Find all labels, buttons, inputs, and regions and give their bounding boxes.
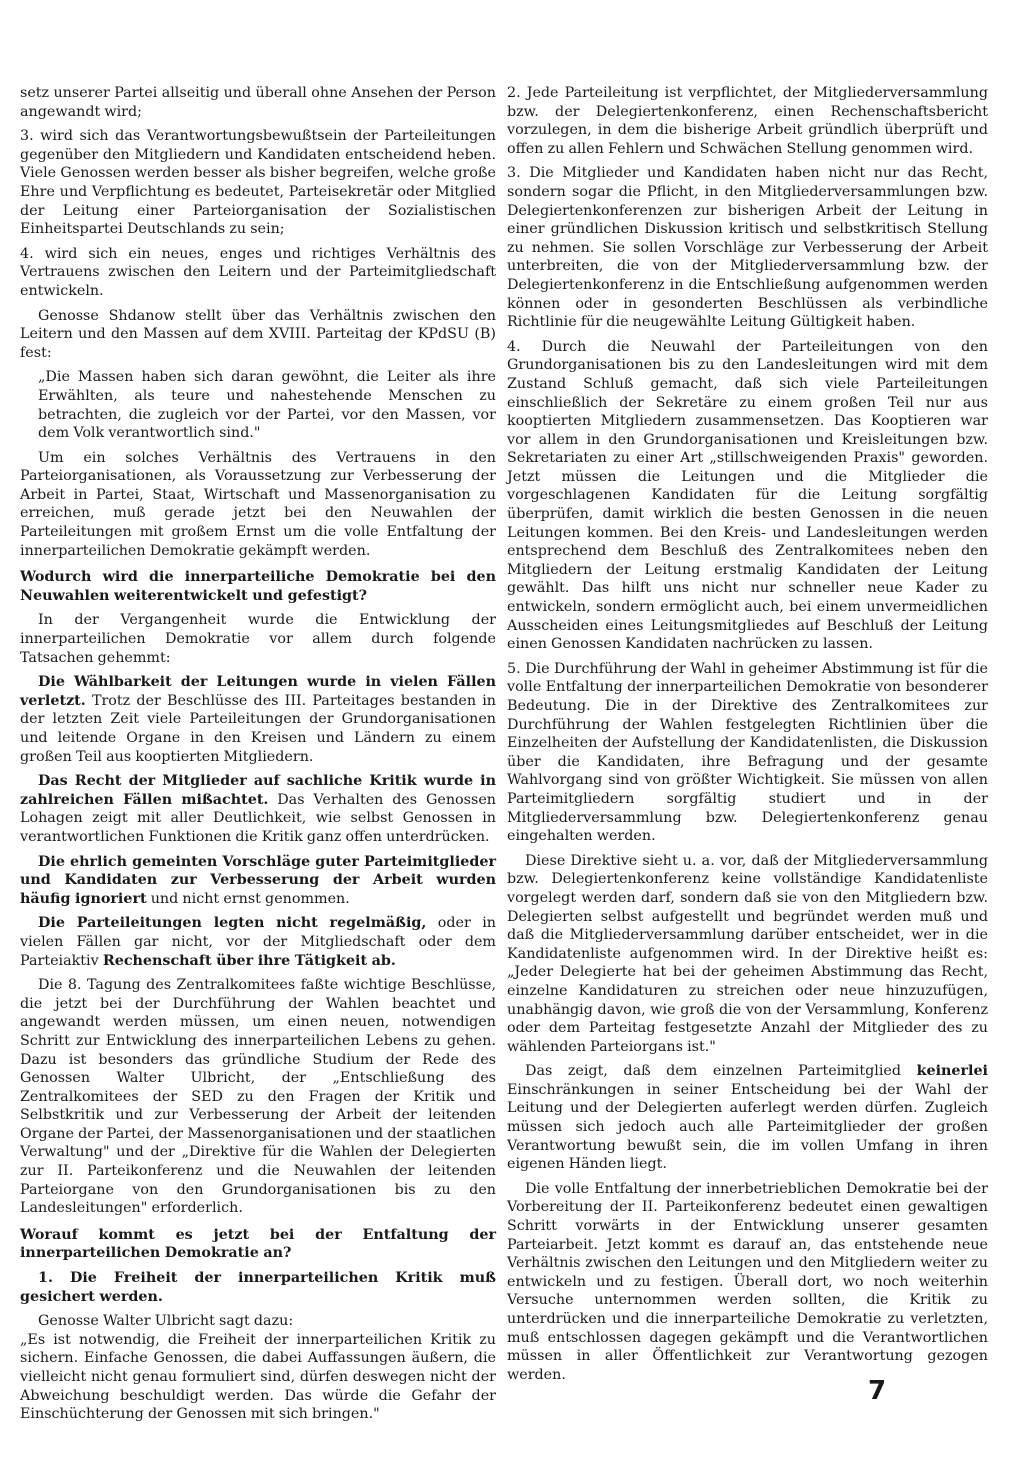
left-column (20, 84, 496, 1430)
text: oder in vielen Fällen gar nicht, vor der Mitgliedschaft oder dem Parteiaktiv (20, 915, 496, 969)
quotation: „Es ist notwendig, die Freiheit der innerparteilichen Kritik zu sichern. Einfache Genossen, die dabei Auffassungen äußern, die vielleicht nicht genau formuliert sind, dürfen deswegen nicht der Abweichung beschuldigt werden. Das würde die Gefahr der Einschüchterung der Genossen mit sich bringen." (20, 1331, 496, 1423)
paragraph: Genosse Shdanow stellt über das Verhältnis zwischen den Leitern und den Massen auf dem XVIII. Parteitag der KPdSU (B) fest: (20, 307, 496, 361)
text: Trotz der Beschlüsse des III. Parteitages bestanden in der letzten Zeit viele Parteileitungen der Grundorganisationen und leitende Organe in den Kreisen und Ländern zu einem großen Teil aus kooptierten Mitgliedern. (20, 692, 496, 765)
paragraph (20, 673, 496, 766)
paragraph: 4. Durch die Neuwahl der Parteileitungen von den Grundorganisationen bis zu den Landesleitungen wird mit dem Zustand Schluß gemacht, daß sich viele Parteileitungen einschließlich der Sekretäre zu einem großen Teil nur aus kooptierten Mitgliedern zusammensetzen. Das Kooptieren war vor allem in den Grundorganisationen und Kreisleitungen bzw. Sekretariaten zu einer Art „stillschweigenden Praxis" geworden. Jetzt müssen die Leitungen und die Mitglieder die vorgeschlagenen Kandidaten für die Leitung sorgfältig überprüfen, damit wirklich die besten Genossen in die neuen Leitungen kommen. Bei den Kreis- und Landesleitungen werden entsprechend dem Beschluß des Zentralkomitees neben den Mitgliedern der Leitung erstmalig Kandidaten der Leitung gewählt. Das hilft uns nicht nur schneller neue Kader zu entwickeln, sondern ermöglicht auch, bei einem unvermeidlichen Ausscheiden eines Leitungsmitgliedes auf Beschluß der Leitung einen Genossen Kandidaten nachrücken zu lassen. (507, 338, 988, 653)
paragraph: Die volle Entfaltung der innerbetrieblichen Demokratie bei der Vorbereitung der II. Parteikonferenz bedeutet einen gewaltigen Schritt vorwärts in der Entwicklung unserer gesamten Parteiarbeit. Jetzt kommt es darauf an, das entstehende neue Verhältnis zwischen den Leitungen und den Mitgliedern weiter zu entwickeln und zu festigen. Überall dort, wo noch weiterhin Versuche unternommen werden sollten, die Kritik zu unterdrücken und die innerparteiliche Demokratie zu verletzten, muß entschlossen dagegen gekämpft und die Verantwortlichen müssen in aller Öffentlichkeit zur Verantwortung gezogen werden. (507, 1180, 988, 1383)
paragraph (20, 914, 496, 970)
paragraph: Die 8. Tagung des Zentralkomitees faßte wichtige Beschlüsse, die jetzt bei der Durchführung der Wahlen beachtet und angewandt werden müssen, um einen neuen, notwendigen Schritt zur Entwicklung des innerparteilichen Lebens zu gehen. Dazu ist besonders das gründliche Studium der Rede des Genossen Walter Ulbricht, der „Entschließung des Zentralkomitees der SED zu den Fragen der Kritik und Selbstkritik und zur Verbesserung der Arbeit der leitenden Organe der Partei, der Massenorganisationen und der staatlichen Verwaltung" und der „Direktive für die Wahlen der Delegierten zur II. Parteikonferenz und die Neuwahlen der leitenden Parteiorgane von den Grundorganisationen bis zu den Landesleitungen" erforderlich. (20, 977, 496, 1217)
paragraph: Um ein solches Verhältnis des Vertrauens in den Parteiorganisationen, als Voraussetzung zur Verbesserung der Arbeit in Partei, Staat, Wirtschaft und Massenorganisation zu erreichen, muß gerade jetzt bei den Neuwahlen der Parteileitungen mit großem Ernst um die volle Entfaltung der innerparteilichen Demokratie gekämpft werden. (20, 449, 496, 559)
right-column (507, 84, 988, 1390)
page-number: 7 (868, 1376, 887, 1406)
bold-text: Das Recht der Mitglieder auf sachliche Kritik wurde in zahlreichen Fällen mißachtet. (20, 773, 496, 808)
paragraph (20, 853, 496, 909)
section-heading: Wodurch wird die innerparteiliche Demokratie bei den Neuwahlen weiterentwickelt und gefestigt? (20, 569, 496, 604)
paragraph: 3. Die Mitglieder und Kandidaten haben nicht nur das Recht, sondern sogar die Pflicht, in den Mitgliederversammlungen bzw. Delegiertenkonferenzen zur bisherigen Arbeit der Leitung in einer gründlichen Diskussion kritisch und selbstkritisch Stellung zu nehmen. Sie sollen Vorschläge zur Verbesserung der Arbeit unterbreiten, die von der Mitgliederversammlung bzw. der Delegiertenkonferenz in die Entschließung aufgenommen werden können oder in gesonderten Beschlüssen als verbindliche Richtlinie für die neugewählte Leitung Gültigkeit haben. (507, 165, 988, 331)
paragraph: Diese Direktive sieht u. a. vor, daß der Mitgliederversammlung bzw. Delegiertenkonferenz keine vollständige Kandidatenliste vorgelegt werden darf, sondern daß sie von den Mitgliedern bzw. Delegierten selbst aufgestellt und begründet werden muß und daß die Mitgliederversammlung darüber entscheidet, wer in die Kandidatenliste aufgenommen wird. In der Direktive heißt es: „Jeder Delegierte hat bei der geheimen Abstimmung das Recht, einzelne Kandidaturen zu streichen oder neue hinzuzufügen, unabhängig davon, wie groß die von der Versammlung, Konferenz oder dem Parteitag festgesetzte Anzahl der Mitglieder des zu wählenden Parteiorgans ist." (507, 852, 988, 1055)
section-heading: Worauf kommt es jetzt bei der Entfaltung der innerparteilichen Demokratie an? (20, 1226, 496, 1262)
paragraph: 5. Die Durchführung der Wahl in geheimer Abstimmung ist für die volle Entfaltung der innerparteilichen Demokratie von besonderer Bedeutung. Die in der Direktive des Zentralkomitees zur Durchführung der Wahlen festgelegten Richtlinien über die Einzelheiten der Aufstellung der Kandidatenlisten, die Diskussion über die Kandidaten, ihre Befragung und der gesamte Wahlvorgang sind von größter Wichtigkeit. Sie müssen von allen Parteimitgliedern sorgfältig studiert und in der Mitgliederversammlung bzw. Delegiertenkonferenz genau eingehalten werden. (507, 660, 988, 845)
paragraph: 2. Jede Parteileitung ist verpflichtet, der Mitgliederversammlung bzw. der Delegiertenkonferenz, einen Rechenschaftsbericht vorzulegen, in dem die bisherige Arbeit gründlich überprüft und offen zu allen Fehlern und Schwächen Stellung genommen wird. (507, 85, 988, 157)
bold-text: keinerlei (916, 1063, 988, 1080)
bold-text: Die Wählbarkeit der Leitungen wurde in vielen Fällen verletzt. (20, 674, 496, 709)
paragraph: Genosse Walter Ulbricht sagt dazu: (38, 1313, 294, 1330)
bold-text: Die Parteileitungen legten nicht regelmäßig, (38, 915, 427, 932)
text: Das zeigt, daß dem einzelnen Parteimitglied (525, 1063, 917, 1080)
bold-text: Die ehrlich gemeinten Vorschläge guter Parteimitglieder und Kandidaten zur Verbesserung der Arbeit wurden häufig ignoriert (20, 853, 496, 907)
paragraph (507, 1062, 988, 1174)
paragraph: 3. wird sich das Verantwortungsbewußtsein der Parteileitungen gegenüber den Mitgliedern und Kandidaten entscheidend heben. Viele Genossen werden besser als bisher begreifen, welche große Ehre und Verpflichtung es bedeutet, Parteisekretär oder Mitglied der Leitung einer Parteiorganisation der Sozialistischen Einheitspartei Deutschlands zu sein; (20, 128, 496, 238)
paragraph (20, 772, 496, 846)
paragraph: In der Vergangenheit wurde die Entwicklung der innerparteilichen Demokratie vor allem durch folgende Tatsachen gehemmt: (20, 612, 496, 666)
bold-text: Rechenschaft über ihre Tätigkeit ab. (102, 952, 396, 969)
quotation: „Die Massen haben sich daran gewöhnt, die Leiter als ihre Erwählten, als teure und nahestehende Menschen zu betrachten, die zugleich vor der Partei, vor den Massen, vor dem Volk verantwortlich sind." (38, 369, 496, 442)
paragraph: 4. wird sich ein neues, enges und richtiges Verhältnis des Vertrauens zwischen den Leitern und der Parteimitgliedschaft entwickeln. (20, 245, 496, 299)
text: Das Verhalten des Genossen Lohagen zeigt mit aller Deutlichkeit, wie selbst Genossen in verantwortlichen Funktionen die Kritik ganz offen unterdrücken. (20, 791, 496, 845)
paragraph: setz unserer Partei allseitig und überall ohne Ansehen der Person angewandt wird; (20, 85, 496, 120)
text: Einschränkungen in seiner Entscheidung bei der Wahl der Leitung und der Delegierten auferlegt werden dürfen. Zugleich müssen sich jedoch auch alle Parteimitglieder der großen Verantwortung bewußt sein, die im vollen Umfang in ihren eigenen Händen liegt. (507, 1081, 988, 1173)
text: und nicht ernst genommen. (146, 890, 350, 907)
numbered-point-heading: 1. Die Freiheit der innerparteilichen Kritik muß gesichert werden. (20, 1270, 496, 1305)
